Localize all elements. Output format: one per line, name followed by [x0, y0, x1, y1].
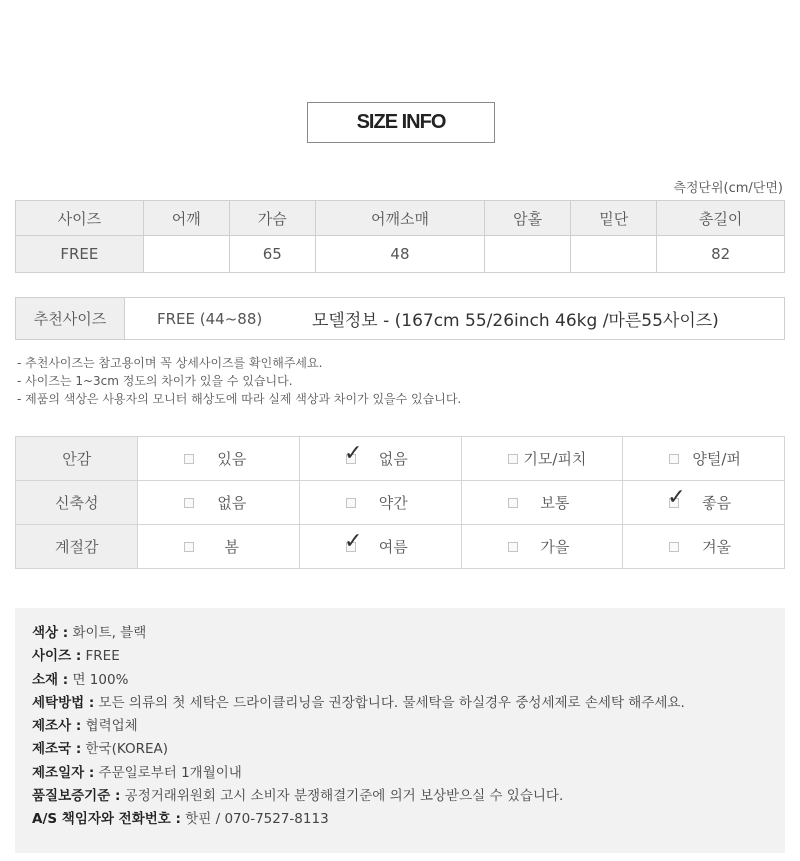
recommended-size-value: FREE (44~88)	[157, 309, 263, 328]
header-cell-hem: 밑단	[571, 201, 657, 236]
measurement-unit-label: 측정단위(cm/단면)	[673, 181, 783, 196]
product-info-line	[32, 669, 685, 692]
product-info-value: 모든 의류의 첫 세탁은 드라이클리닝을 권장합니다. 물세탁을 하실경우 중성세제로 손세탁 해주세요.	[94, 694, 685, 711]
note-line: - 제품의 색상은 사용자의 모니터 해상도에 따라 실제 색상과 차이가 있을수 있습니다.	[17, 392, 462, 406]
header-cell-armhole: 암홀	[485, 201, 571, 236]
cell-sleeve: 48	[315, 236, 484, 273]
checkmark-icon: ✓	[344, 529, 363, 554]
feature-option-label: 보통	[540, 494, 570, 512]
product-info-line	[32, 692, 685, 715]
cell-total-length: 82	[657, 236, 785, 273]
product-info-value: 한국(KOREA)	[81, 741, 169, 758]
header-cell-chest: 가슴	[229, 201, 315, 236]
feature-option	[623, 525, 785, 569]
feature-option-label: 없음	[378, 450, 408, 468]
cell-size: FREE	[16, 236, 144, 273]
feature-table	[15, 436, 785, 569]
cell-armhole	[485, 236, 571, 273]
checkbox-icon	[669, 454, 679, 464]
feature-option-label: 여름	[378, 538, 408, 556]
recommended-size-box	[15, 297, 785, 340]
recommended-size-label: 추천사이즈	[16, 298, 125, 339]
product-info-value: 주문일로부터 1개월이내	[94, 764, 242, 781]
note-line: - 사이즈는 1~3cm 정도의 차이가 있을 수 있습니다.	[17, 374, 293, 388]
product-info-line	[32, 762, 685, 785]
feature-option	[461, 481, 623, 525]
product-info-key: 소재 :	[32, 671, 69, 688]
feature-option	[138, 525, 300, 569]
product-info-value: FREE	[81, 648, 120, 665]
note-line: - 추천사이즈는 참고용이며 꼭 상세사이즈를 확인해주세요.	[17, 356, 323, 370]
product-info-key: A/S 책임자와 전화번호 :	[32, 811, 181, 828]
header-cell-size: 사이즈	[16, 201, 144, 236]
product-info-key: 제조일자 :	[32, 764, 95, 781]
checkbox-icon	[508, 542, 518, 552]
header-cell-sleeve: 어깨소매	[315, 201, 484, 236]
feature-option	[138, 437, 300, 481]
checkmark-icon: ✓	[344, 441, 363, 466]
feature-option-label: 있음	[217, 450, 247, 468]
size-notes	[17, 354, 461, 408]
page-title: SIZE INFO	[307, 102, 495, 143]
product-info-key: 색상 :	[32, 625, 69, 641]
product-info-line	[32, 645, 685, 668]
feature-option	[623, 437, 785, 481]
size-table-header-row	[16, 201, 785, 236]
product-info-line	[32, 808, 685, 831]
product-info-value: 핫핀 / 070-7527-8113	[180, 811, 329, 828]
feature-option	[300, 481, 462, 525]
product-info-line	[32, 785, 685, 808]
checkbox-icon	[346, 498, 356, 508]
feature-row-lining	[16, 437, 785, 481]
size-table	[15, 200, 785, 273]
checkbox-icon	[508, 454, 518, 464]
checkmark-icon: ✓	[667, 485, 686, 510]
feature-label: 계절감	[16, 525, 138, 569]
product-info-line	[32, 715, 685, 738]
size-table-row	[16, 236, 785, 273]
product-info-key: 사이즈 :	[32, 648, 82, 665]
checkbox-icon	[184, 454, 194, 464]
feature-option	[461, 437, 623, 481]
header-cell-shoulder: 어깨	[143, 201, 229, 236]
feature-option-label: 기모/피치	[523, 450, 587, 468]
product-info-value: 공정거래위원회 고시 소비자 분쟁해결기준에 의거 보상받으실 수 있습니다.	[120, 788, 564, 805]
feature-option-label: 봄	[224, 538, 239, 556]
product-info-box	[15, 608, 785, 853]
feature-option-label: 가을	[540, 538, 570, 556]
feature-option-label: 양털/퍼	[692, 450, 741, 468]
checkbox-icon	[184, 542, 194, 552]
feature-label: 신축성	[16, 481, 138, 525]
checkbox-icon	[184, 498, 194, 508]
feature-option-label: 겨울	[702, 538, 732, 556]
feature-option	[300, 525, 462, 569]
feature-option	[623, 481, 785, 525]
feature-option-label: 없음	[217, 494, 247, 512]
product-info-key: 세탁방법 :	[32, 694, 95, 711]
feature-option	[461, 525, 623, 569]
feature-option-label: 좋음	[702, 494, 732, 512]
product-info-key: 품질보증기준 :	[32, 788, 121, 805]
model-info: 모델정보 - (167cm 55/26inch 46kg /마른55사이즈)	[312, 311, 719, 331]
feature-option	[138, 481, 300, 525]
product-info-value: 협력업체	[81, 718, 138, 735]
product-info-value: 면 100%	[68, 671, 129, 688]
product-info-list	[32, 622, 685, 832]
cell-chest: 65	[229, 236, 315, 273]
feature-row-season	[16, 525, 785, 569]
checkbox-icon	[508, 498, 518, 508]
product-info-value: 화이트, 블랙	[68, 625, 147, 641]
cell-hem	[571, 236, 657, 273]
feature-row-stretch	[16, 481, 785, 525]
header-cell-total-length: 총길이	[657, 201, 785, 236]
feature-option-label: 약간	[378, 494, 408, 512]
checkbox-icon	[669, 542, 679, 552]
product-info-line	[32, 622, 685, 645]
feature-label: 안감	[16, 437, 138, 481]
product-info-line	[32, 738, 685, 761]
product-info-key: 제조사 :	[32, 718, 82, 735]
cell-shoulder	[143, 236, 229, 273]
feature-option	[300, 437, 462, 481]
product-info-key: 제조국 :	[32, 741, 82, 758]
